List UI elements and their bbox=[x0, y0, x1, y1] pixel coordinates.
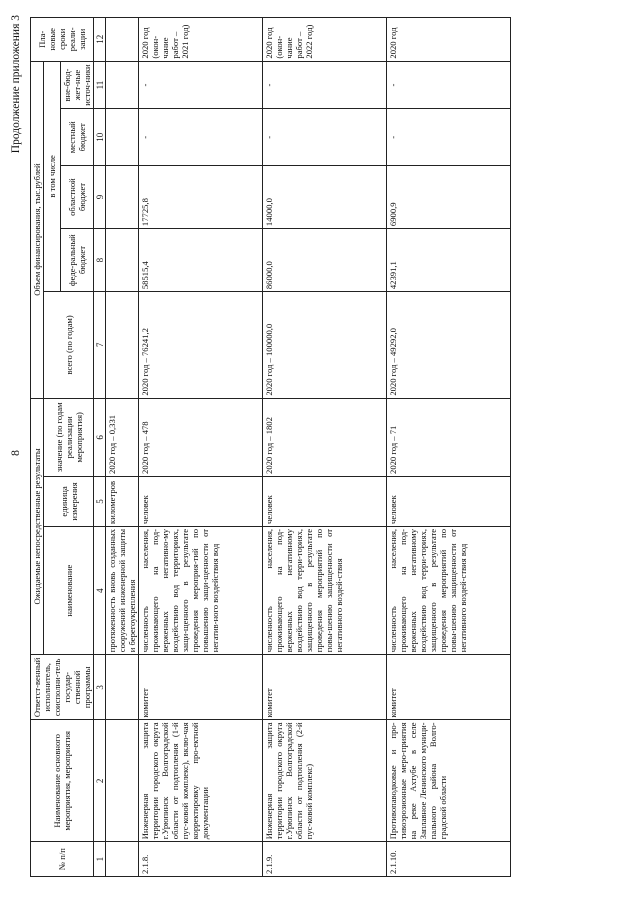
cell-activity-name bbox=[106, 720, 139, 842]
cell-executor bbox=[106, 655, 139, 720]
header-funding-including: в том числе bbox=[44, 61, 61, 292]
cell-planned-term: 2020 год (окон-чание работ – 2021 год) bbox=[139, 18, 263, 62]
cell-result-unit: человек bbox=[139, 476, 263, 526]
cell-offbudget: - bbox=[387, 61, 511, 109]
cell-result-unit: километров bbox=[106, 476, 139, 526]
cell-federal-budget: 42391,1 bbox=[387, 229, 511, 292]
column-index: 5 bbox=[94, 476, 106, 526]
header-federal-budget: феде-ральный бюджет bbox=[61, 229, 94, 292]
cell-planned-term: 2020 год bbox=[387, 18, 511, 62]
cell-offbudget: - bbox=[139, 61, 263, 109]
page-number: 8 bbox=[8, 450, 22, 456]
header-local-budget: местный бюджет bbox=[61, 109, 94, 166]
cell-activity-name: Инженерная защита территории городского округа г.Урюпинск Волгоградской области от подтопления (2-й пус-ковой комплекс) bbox=[263, 720, 387, 842]
cell-regional-budget bbox=[106, 166, 139, 229]
cell-local-budget: - bbox=[387, 109, 511, 166]
cell-result-value: 2020 год – 1802 bbox=[263, 398, 387, 476]
cell-local-budget: - bbox=[139, 109, 263, 166]
cell-result-value: 2020 год – 478 bbox=[139, 398, 263, 476]
header-result-value: значение (по годам реализации мероприятия) bbox=[44, 398, 94, 476]
cell-result-unit: человек bbox=[387, 476, 511, 526]
cell-federal-budget bbox=[106, 229, 139, 292]
cell-planned-term: 2020 год (окон-чание работ – 2022 год) bbox=[263, 18, 387, 62]
cell-funding-total: 2020 год – 100000,0 bbox=[263, 292, 387, 399]
cell-regional-budget: 6900,9 bbox=[387, 166, 511, 229]
cell-local-budget bbox=[106, 109, 139, 166]
header-funding-total: всего (по годам) bbox=[44, 292, 94, 399]
column-index: 6 bbox=[94, 398, 106, 476]
program-activities-table bbox=[30, 17, 511, 877]
cell-funding-total: 2020 год – 76241,2 bbox=[139, 292, 263, 399]
cell-num bbox=[106, 842, 139, 877]
header-activity-name: Наименование основного мероприятия, мероприятия bbox=[31, 720, 94, 842]
header-num: № п/п bbox=[31, 842, 94, 877]
table-row bbox=[263, 18, 387, 877]
cell-num: 2.1.10. bbox=[387, 842, 511, 877]
column-index: 11 bbox=[94, 61, 106, 109]
cell-result-name: численность населения, проживающего на под-верженных негативно-му воздействию вод территориях, защи-щенного в результате проведения мероприя-тий по повышению защи-щенности от негатив-ного воздействия вод bbox=[139, 526, 263, 654]
header-funding-volume: Объем финансирования, тыс.рублей bbox=[31, 61, 44, 398]
appendix-continuation-note: Продолжение приложения 3 bbox=[10, 15, 22, 154]
header-result-name: наименование bbox=[44, 526, 94, 654]
cell-activity-name: Противопаводковые и про-тивоэрозионные меро-приятия на реке Ахтубе в селе Заплавное Ленинского муници-пального района Волго-градской области bbox=[387, 720, 511, 842]
cell-result-unit: человек bbox=[263, 476, 387, 526]
cell-regional-budget: 17725,8 bbox=[139, 166, 263, 229]
cell-activity-name: Инженерная защита территории городского округа г.Урюпинск Волгоградской области от подтопления (1-й пус-ковой комплекс), вклю-чая корректировку про-ектной документации bbox=[139, 720, 263, 842]
cell-result-value: 2020 год – 71 bbox=[387, 398, 511, 476]
table-row bbox=[387, 18, 511, 877]
column-index: 4 bbox=[94, 526, 106, 654]
cell-funding-total: 2020 год – 49292,0 bbox=[387, 292, 511, 399]
cell-num: 2.1.8. bbox=[139, 842, 263, 877]
cell-executor: комитет bbox=[263, 655, 387, 720]
cell-funding-total bbox=[106, 292, 139, 399]
table-row bbox=[139, 18, 263, 877]
column-index: 12 bbox=[94, 18, 106, 62]
cell-offbudget bbox=[106, 61, 139, 109]
column-index: 10 bbox=[94, 109, 106, 166]
column-index: 2 bbox=[94, 720, 106, 842]
column-index: 8 bbox=[94, 229, 106, 292]
header-offbudget-sources: вне-бюд-жет-ные источ-ники bbox=[61, 61, 94, 109]
cell-offbudget: - bbox=[263, 61, 387, 109]
header-regional-budget: областной бюджет bbox=[61, 166, 94, 229]
cell-result-name: протяженность вновь созданных сооружений инженерной защиты и берегоукрепления bbox=[106, 526, 139, 654]
cell-planned-term bbox=[106, 18, 139, 62]
cell-local-budget: - bbox=[263, 109, 387, 166]
cell-federal-budget: 86000,0 bbox=[263, 229, 387, 292]
column-index: 7 bbox=[94, 292, 106, 399]
header-expected-results: Ожидаемые непосредственные результаты bbox=[31, 398, 44, 655]
cell-result-value: 2020 год – 0,331 bbox=[106, 398, 139, 476]
column-index: 9 bbox=[94, 166, 106, 229]
cell-result-name: численность населения, проживающего на под-верженных негативному воздействию вод терри-ториях, защищенного в результате проведения мероприятий по повы-шению защищенности от негативного воздей-ствия bbox=[263, 526, 387, 654]
header-result-unit: единица измерения bbox=[44, 476, 94, 526]
table-row-continuation bbox=[106, 18, 139, 877]
cell-executor: комитет bbox=[139, 655, 263, 720]
column-index: 3 bbox=[94, 655, 106, 720]
cell-num: 2.1.9. bbox=[263, 842, 387, 877]
cell-executor: комитет bbox=[387, 655, 511, 720]
cell-federal-budget: 58515,4 bbox=[139, 229, 263, 292]
cell-result-name: численность населения, проживающего на под-верженных негативному воздействию вод терри-ториях, защищенного в результате проведения мероприятий по повы-шению защищенности от негативного воздей-ствия вод bbox=[387, 526, 511, 654]
column-index: 1 bbox=[94, 842, 106, 877]
cell-regional-budget: 14000,0 bbox=[263, 166, 387, 229]
header-executor: Ответст-венный исполнитель, соисполни-тель государ-ственной программы bbox=[31, 655, 94, 720]
header-planned-terms: Пла-новые сроки реали-зации bbox=[31, 18, 94, 62]
